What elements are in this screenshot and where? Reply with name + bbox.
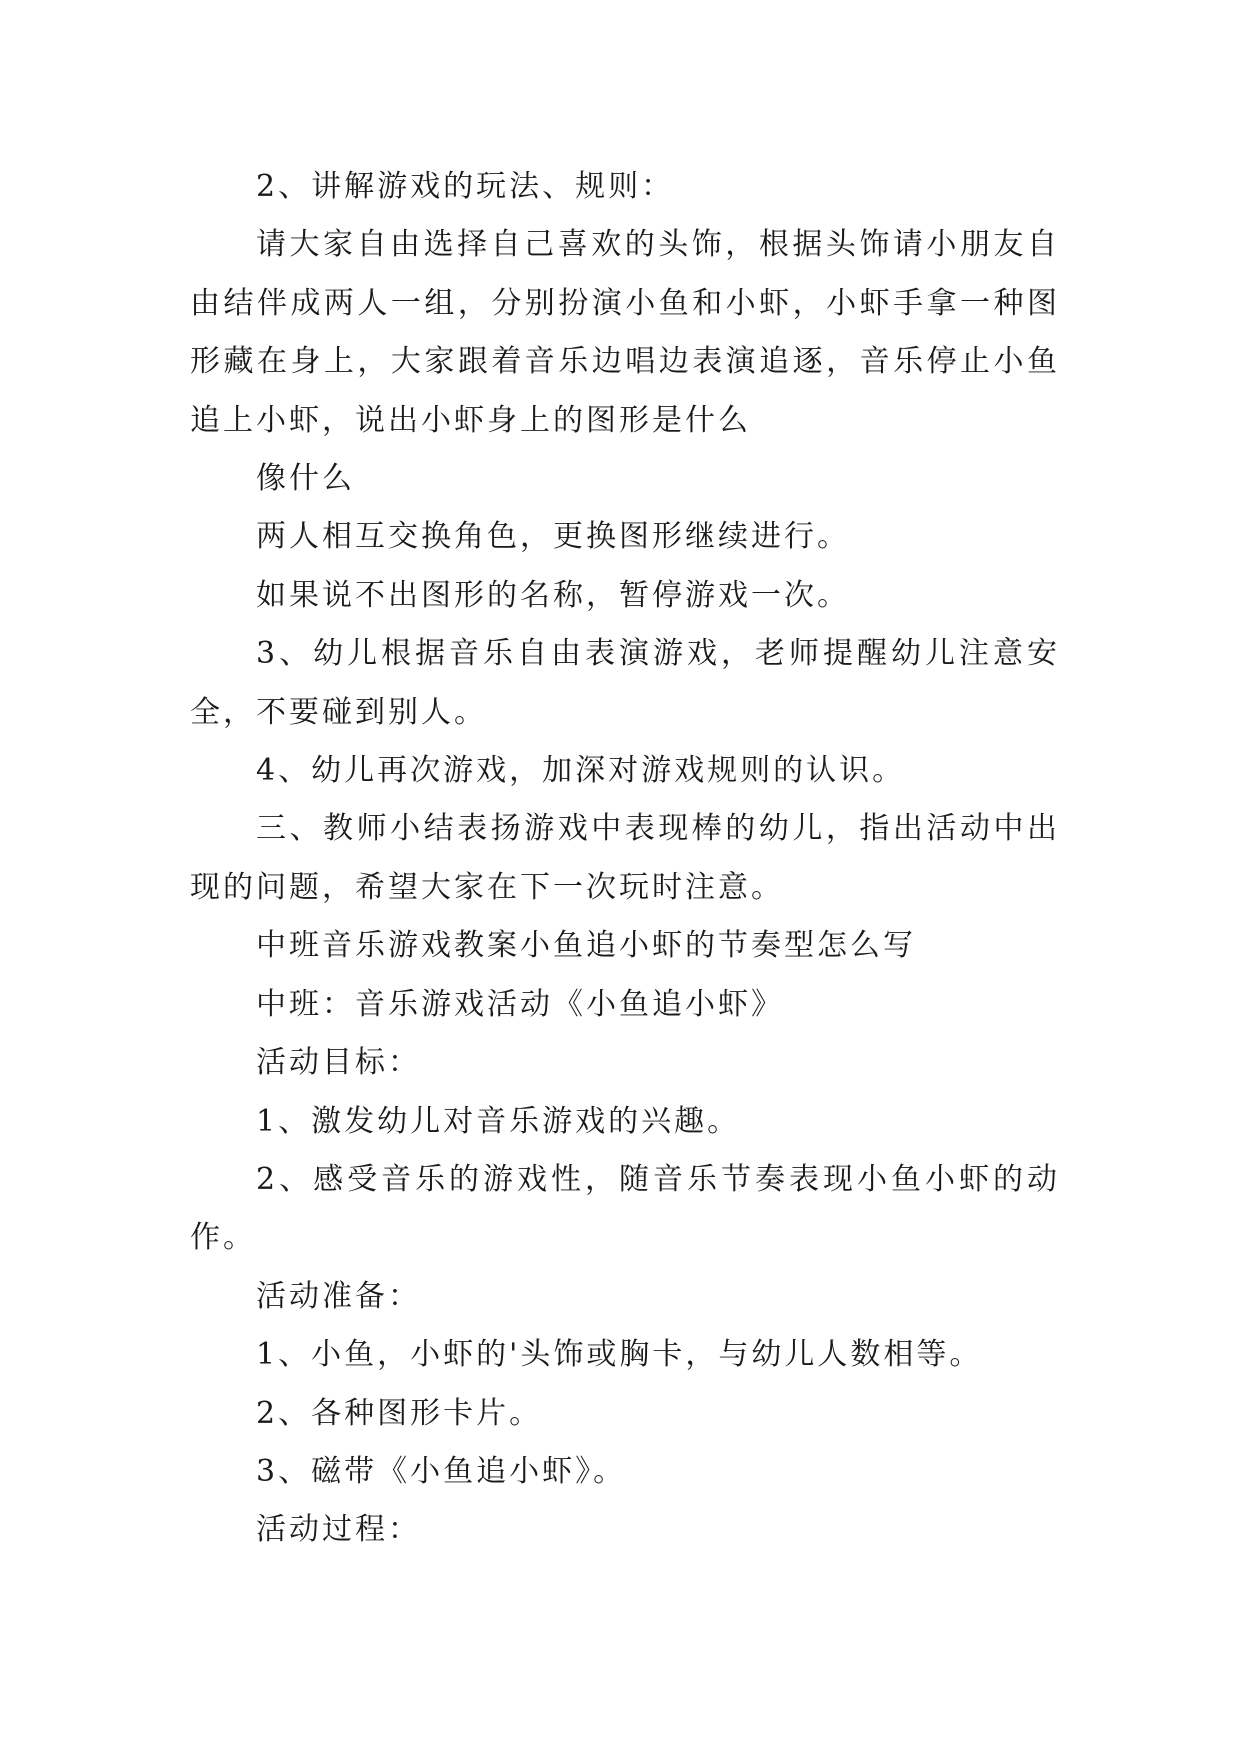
paragraph: 中班音乐游戏教案小鱼追小虾的节奏型怎么写 [256,928,916,964]
paragraph: 三、教师小结表扬游戏中表现棒的幼儿，指出活动中出现的问题，希望大家在下一次玩时注意。 [190,811,1060,905]
paragraph: 活动过程： [256,1512,421,1548]
paragraph: 活动准备： [256,1278,421,1314]
paragraph: 2、感受音乐的游戏性，随音乐节奏表现小鱼小虾的动作。 [190,1161,1060,1256]
paragraph: 3、磁带《小鱼追小虾》。 [256,1453,627,1489]
paragraph: 两人相互交换角色，更换图形继续进行。 [256,519,850,555]
document-body [190,158,1060,1560]
paragraph: 请大家自由选择自己喜欢的头饰，根据头饰请小朋友自由结伴成两人一组，分别扮演小鱼和小虾，小虾手拿一种图形藏在身上，大家跟着音乐边唱边表演追逐，音乐停止小鱼追上小虾，说出小虾身上的图形是什么 [190,227,1060,438]
paragraph: 2、各种图形卡片。 [256,1395,543,1431]
paragraph: 像什么 [256,461,355,497]
paragraph: 4、幼儿再次游戏，加深对游戏规则的认识。 [256,753,906,789]
paragraph: 3、幼儿根据音乐自由表演游戏，老师提醒幼儿注意安全，不要碰到别人。 [190,636,1060,730]
paragraph: 活动目标： [256,1045,421,1081]
paragraph: 1、激发幼儿对音乐游戏的兴趣。 [256,1103,741,1139]
paragraph: 中班：音乐游戏活动《小鱼追小虾》 [256,986,784,1022]
paragraph: 1、小鱼，小虾的'头饰或胸卡，与幼儿人数相等。 [256,1337,983,1373]
paragraph: 如果说不出图形的名称，暂停游戏一次。 [256,577,850,613]
paragraph: 2、讲解游戏的玩法、规则： [256,169,675,204]
